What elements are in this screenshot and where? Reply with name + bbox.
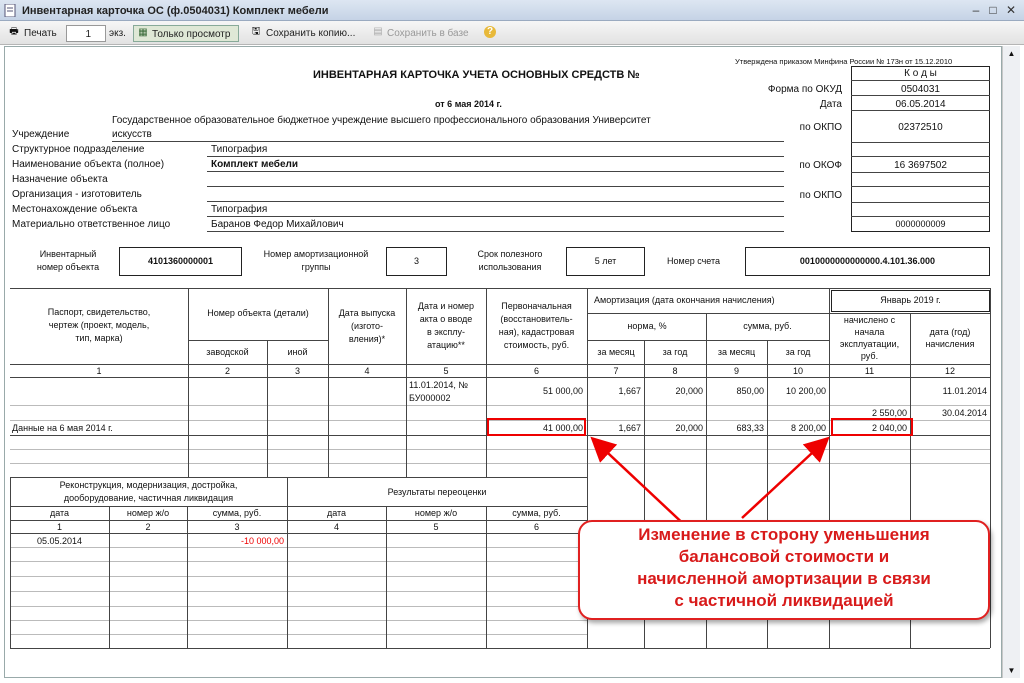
h-commission-1: Дата и номер <box>417 301 475 311</box>
h-initial-2: (восстановитель- <box>500 314 573 324</box>
h-rate: норма, % <box>627 321 667 331</box>
h-release-3: вления)* <box>348 334 386 344</box>
inv-label: Инвентарный <box>39 249 97 259</box>
mol-code: 0000000009 <box>895 219 946 229</box>
col-num-3: 3 <box>294 366 300 376</box>
institution-value: Государственное образовательное бюджетное учреждение высшего профессионального образования Университет <box>112 115 651 126</box>
reval-title: Результаты переоценки <box>387 487 487 497</box>
col-num-5: 5 <box>443 366 449 376</box>
row3-sum-year: 8 200,00 <box>790 423 826 433</box>
subdivision-label: Структурное подразделение <box>12 144 145 155</box>
life-label: Срок полезного <box>477 249 543 259</box>
bottom-num-5: 5 <box>433 522 439 532</box>
h-dateyear-2: начисления <box>925 339 975 349</box>
row3-initial: 41 000,00 <box>542 423 583 433</box>
printer-icon[interactable]: 🖶 <box>9 26 19 37</box>
help-icon[interactable]: ? <box>484 26 496 38</box>
col-num-2: 2 <box>224 366 230 376</box>
col-num-11: 11 <box>864 366 875 376</box>
h-initial-3: ная), кадастровая <box>498 327 575 337</box>
row2-date: 30.04.2014 <box>941 408 987 418</box>
purpose-label: Назначение объекта <box>12 174 108 185</box>
page-title: ИНВЕНТАРНАЯ КАРТОЧКА УЧЕТА ОСНОВНЫХ СРЕДСТВ № <box>313 69 640 81</box>
institution-label: Учреждение <box>12 129 70 140</box>
col-num-1: 1 <box>96 366 102 376</box>
date-line: от 6 мая 2014 г. <box>435 99 502 109</box>
amort-group-value: 3 <box>413 256 419 266</box>
close-icon[interactable]: ✕ <box>1005 3 1017 17</box>
bottom-num-2: 2 <box>145 522 151 532</box>
h-amortization: Амортизация (дата окончания начисления) <box>594 295 775 305</box>
object-name-value: Комплект мебели <box>211 159 299 170</box>
row1-rate-year: 20,000 <box>675 386 703 396</box>
bottom-num-1: 1 <box>56 522 62 532</box>
life-value: 5 лет <box>594 256 617 266</box>
h-factory: заводской <box>206 347 249 357</box>
inv-label-2: номер объекта <box>36 262 100 272</box>
h-commission-3: в эксплу- <box>426 327 466 337</box>
h-other: иной <box>287 347 308 357</box>
reval-col-date: дата <box>326 508 347 518</box>
subdivision-value: Типография <box>211 144 268 155</box>
okof-label: по ОКОФ <box>799 160 842 171</box>
h-rate-year: за год <box>662 347 688 357</box>
scroll-up-icon[interactable]: ▲ <box>1007 49 1016 58</box>
h-sum-month: за месяц <box>717 347 756 357</box>
h-release-1: Дата выпуска <box>338 308 396 318</box>
copies-stepper[interactable]: 1 <box>66 25 106 42</box>
copies-unit: экз. <box>109 28 126 39</box>
object-name-label: Наименование объекта (полное) <box>12 159 165 170</box>
okpo-label: по ОКПО <box>799 122 842 133</box>
callout-line-1: Изменение в сторону уменьшения <box>638 525 930 544</box>
h-commission-4: атацию** <box>427 340 465 350</box>
recon-title-2: дооборудование, частичная ликвидация <box>63 493 234 503</box>
recon-col-date: дата <box>49 508 70 518</box>
approval-note: Утверждена приказом Минфина России № 173н от 15.12.2010 <box>735 57 953 66</box>
save-icon: 🖫 <box>251 26 261 37</box>
h-accrued-4: руб. <box>860 351 879 361</box>
maximize-icon[interactable]: □ <box>989 3 997 17</box>
responsible-value: Баранов Федор Михайлович <box>211 219 344 230</box>
col-num-8: 8 <box>672 366 678 376</box>
row1-date: 11.01.2014 <box>942 386 987 396</box>
row3-label: Данные на 6 мая 2014 г. <box>12 423 113 433</box>
recon-row-sum: -10 000,00 <box>240 536 284 546</box>
callout-line-2: балансовой стоимости и <box>678 547 890 566</box>
col-num-9: 9 <box>733 366 739 376</box>
col-num-4: 4 <box>364 366 370 376</box>
callout-line-3: начисленной амортизации в связи <box>637 569 931 588</box>
date-value: 06.05.2014 <box>895 99 946 110</box>
window-title: Инвентарная карточка ОС (ф.0504031) Комплект мебели <box>22 5 329 17</box>
arrow-to-accrued <box>742 440 826 518</box>
responsible-label: Материально ответственное лицо <box>12 219 171 230</box>
account-value: 0010000000000000.4.101.36.000 <box>799 256 936 266</box>
save-db-button[interactable]: Сохранить в базе <box>387 28 469 39</box>
h-commission-2: акта о вводе <box>419 314 473 324</box>
row1-commission-2: БУ000002 <box>409 393 451 403</box>
amort-group-label-2: группы <box>301 262 331 272</box>
row1-sum-month: 850,00 <box>736 386 764 396</box>
h-release-2: (изгото- <box>350 321 384 331</box>
arrow-to-initial <box>594 440 690 530</box>
bottom-num-6: 6 <box>533 522 539 532</box>
okud-value: 0504031 <box>901 84 940 95</box>
life-label-2: использования <box>478 262 542 272</box>
bottom-num-3: 3 <box>234 522 240 532</box>
row3-rate-year: 20,000 <box>675 423 703 433</box>
callout-line-4: с частичной ликвидацией <box>674 591 894 610</box>
recon-title-1: Реконструкция, модернизация, достройка, <box>59 480 238 490</box>
row1-commission-1: 11.01.2014, № <box>409 380 469 390</box>
row1-sum-year: 10 200,00 <box>785 386 826 396</box>
codes-header: К о д ы <box>904 68 937 79</box>
reval-col-sum: сумма, руб. <box>512 508 561 518</box>
col-num-6: 6 <box>533 366 539 376</box>
bottom-num-4: 4 <box>333 522 339 532</box>
h-accrued-1: начислено с <box>843 315 896 325</box>
institution-value-2: искусств <box>112 129 152 140</box>
okpo2-label: по ОКПО <box>799 190 842 201</box>
okof-value: 16 3697502 <box>894 160 947 171</box>
h-sum: сумма, руб. <box>743 321 792 331</box>
row3-rate-month: 1,667 <box>618 423 641 433</box>
view-only-toggle[interactable]: Только просмотр <box>133 25 239 42</box>
recon-col-doc: номер ж/о <box>126 508 170 518</box>
account-label: Номер счета <box>667 256 721 266</box>
okud-label: Форма по ОКУД <box>767 84 842 95</box>
location-label: Местонахождение объекта <box>12 204 138 215</box>
scroll-down-icon[interactable]: ▼ <box>1007 666 1016 675</box>
h-passport-3: тип, марка) <box>75 333 123 343</box>
save-db-icon: ▤ <box>373 26 383 37</box>
date-label: Дата <box>819 99 842 110</box>
col-num-7: 7 <box>613 366 619 376</box>
h-passport-1: Паспорт, свидетельство, <box>47 307 151 317</box>
grid-icon: ▦ <box>138 27 148 38</box>
h-dateyear-1: дата (год) <box>929 327 971 337</box>
print-button[interactable]: Печать <box>24 28 57 39</box>
inv-value: 4101360000001 <box>147 256 214 266</box>
h-rate-month: за месяц <box>597 347 635 357</box>
h-accrued-2: начала <box>854 327 885 337</box>
manufacturer-label: Организация - изготовитель <box>12 189 142 200</box>
row1-rate-month: 1,667 <box>618 386 641 396</box>
save-copy-button[interactable]: Сохранить копию... <box>266 28 356 39</box>
recon-row-date: 05.05.2014 <box>36 536 83 546</box>
recon-col-sum: сумма, руб. <box>212 508 262 518</box>
row3-accrued: 2 040,00 <box>871 423 907 433</box>
h-initial-1: Первоначальная <box>501 301 572 311</box>
minimize-icon[interactable]: – <box>972 3 980 17</box>
col-num-10: 10 <box>792 366 803 376</box>
col-num-12: 12 <box>944 366 955 376</box>
h-passport-2: чертеж (проект, модель, <box>48 320 150 330</box>
h-objnum: Номер объекта (детали) <box>207 308 309 318</box>
row3-sum-month: 683,33 <box>736 423 764 433</box>
row1-initial: 51 000,00 <box>542 386 583 396</box>
h-accrued-3: эксплуатации, <box>839 339 900 349</box>
h-period: Январь 2019 г. <box>880 295 941 305</box>
h-sum-year: за год <box>785 347 811 357</box>
reval-col-doc: номер ж/о <box>414 508 458 518</box>
location-value: Типография <box>211 204 268 215</box>
row2-accrued: 2 550,00 <box>871 408 907 418</box>
h-initial-4: стоимость, руб. <box>503 340 570 350</box>
okpo-value: 02372510 <box>898 122 943 133</box>
amort-group-label: Номер амортизационной <box>263 249 369 259</box>
